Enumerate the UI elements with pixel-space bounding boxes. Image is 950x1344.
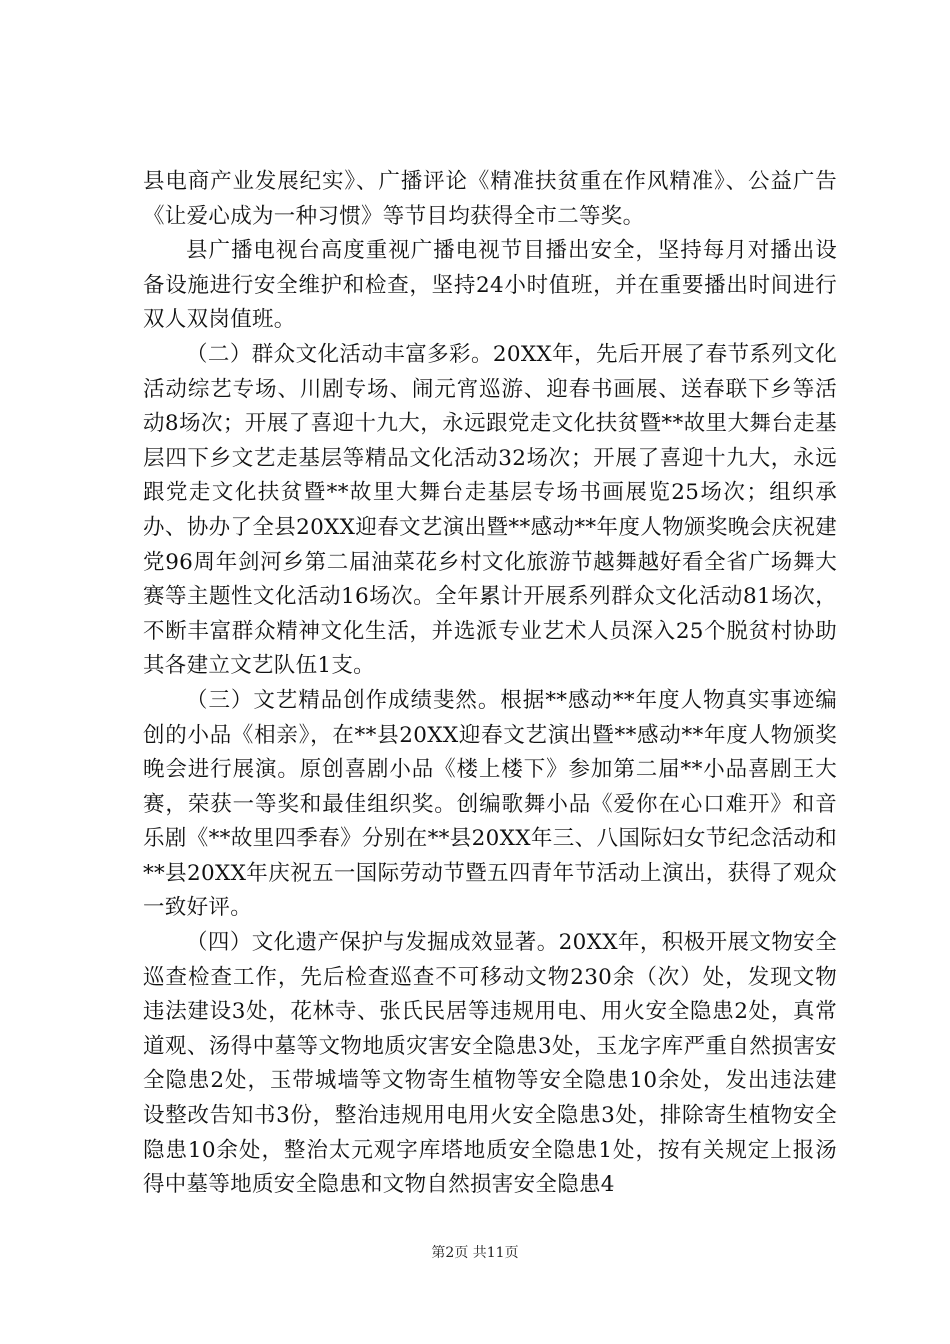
paragraph-broadcast-safety: 县广播电视台高度重视广播电视节目播出安全，坚持每月对播出设备设施进行安全维护和检查，坚持24小时值班，并在重要播出时间进行双人双岗值班。 (143, 238, 837, 333)
page-number-footer: 第2页 共11页 (431, 1245, 519, 1261)
paragraph-mass-culture: （二）群众文化活动丰富多彩。20XX年，先后开展了春节系列文化活动综艺专场、川剧专场、闹元宵巡游、迎春书画展、送春联下乡等活动8场次；开展了喜迎十九大，永远跟党走文化扶贫暨**故里大舞台走基层四下乡文艺走基层等精品文化活动32场次；开展了喜迎十九大，永远跟党走文化扶贫暨**故里大舞台走基层专场书画展览25场次；组织承办、协办了全县20XX迎春文艺演出暨**感动**年度人物颁奖晚会庆祝建党96周年剑河乡第二届油菜花乡村文化旅游节越舞越好看全省广场舞大赛等主题性文化活动16场次。全年累计开展系列群众文化活动81场次，不断丰富群众精神文化生活，并选派专业艺术人员深入25个脱贫村协助其各建立文艺队伍1支。 (143, 341, 837, 679)
paragraph-award-summary: 县电商产业发展纪实》、广播评论《精准扶贫重在作风精准》、公益广告《让爱心成为一种习惯》等节目均获得全市二等奖。 (143, 169, 837, 229)
paragraph-heritage-protection: （四）文化遗产保护与发掘成效显著。20XX年，积极开展文物安全巡查检查工作，先后检查巡查不可移动文物230余（次）处，发现文物违法建设3处，花林寺、张氏民居等违规用电、用火安全隐患2处，真常道观、汤得中墓等文物地质灾害安全隐患3处，玉龙字库严重自然损害安全隐患2处，玉带城墙等文物寄生植物等安全隐患10余处，发出违法建设整改告知书3份，整治违规用电用火安全隐患3处，排除寄生植物安全隐患10余处，整治太元观字库塔地质安全隐患1处，按有关规定上报汤得中墓等地质安全隐患和文物自然损害安全隐患4 (143, 930, 837, 1198)
document-body (143, 165, 837, 1203)
paragraph-art-creation: （三）文艺精品创作成绩斐然。根据**感动**年度人物真实事迹编创的小品《相亲》，在**县20XX迎春文艺演出暨**感动**年度人物颁奖晚会进行展演。原创喜剧小品《楼上楼下》参加第二届**小品喜剧王大赛，荣获一等奖和最佳组织奖。创编歌舞小品《爱你在心口难开》和音乐剧《**故里四季春》分别在**县20XX年三、八国际妇女节纪念活动和**县20XX年庆祝五一国际劳动节暨五四青年节活动上演出，获得了观众一致好评。 (143, 687, 837, 921)
